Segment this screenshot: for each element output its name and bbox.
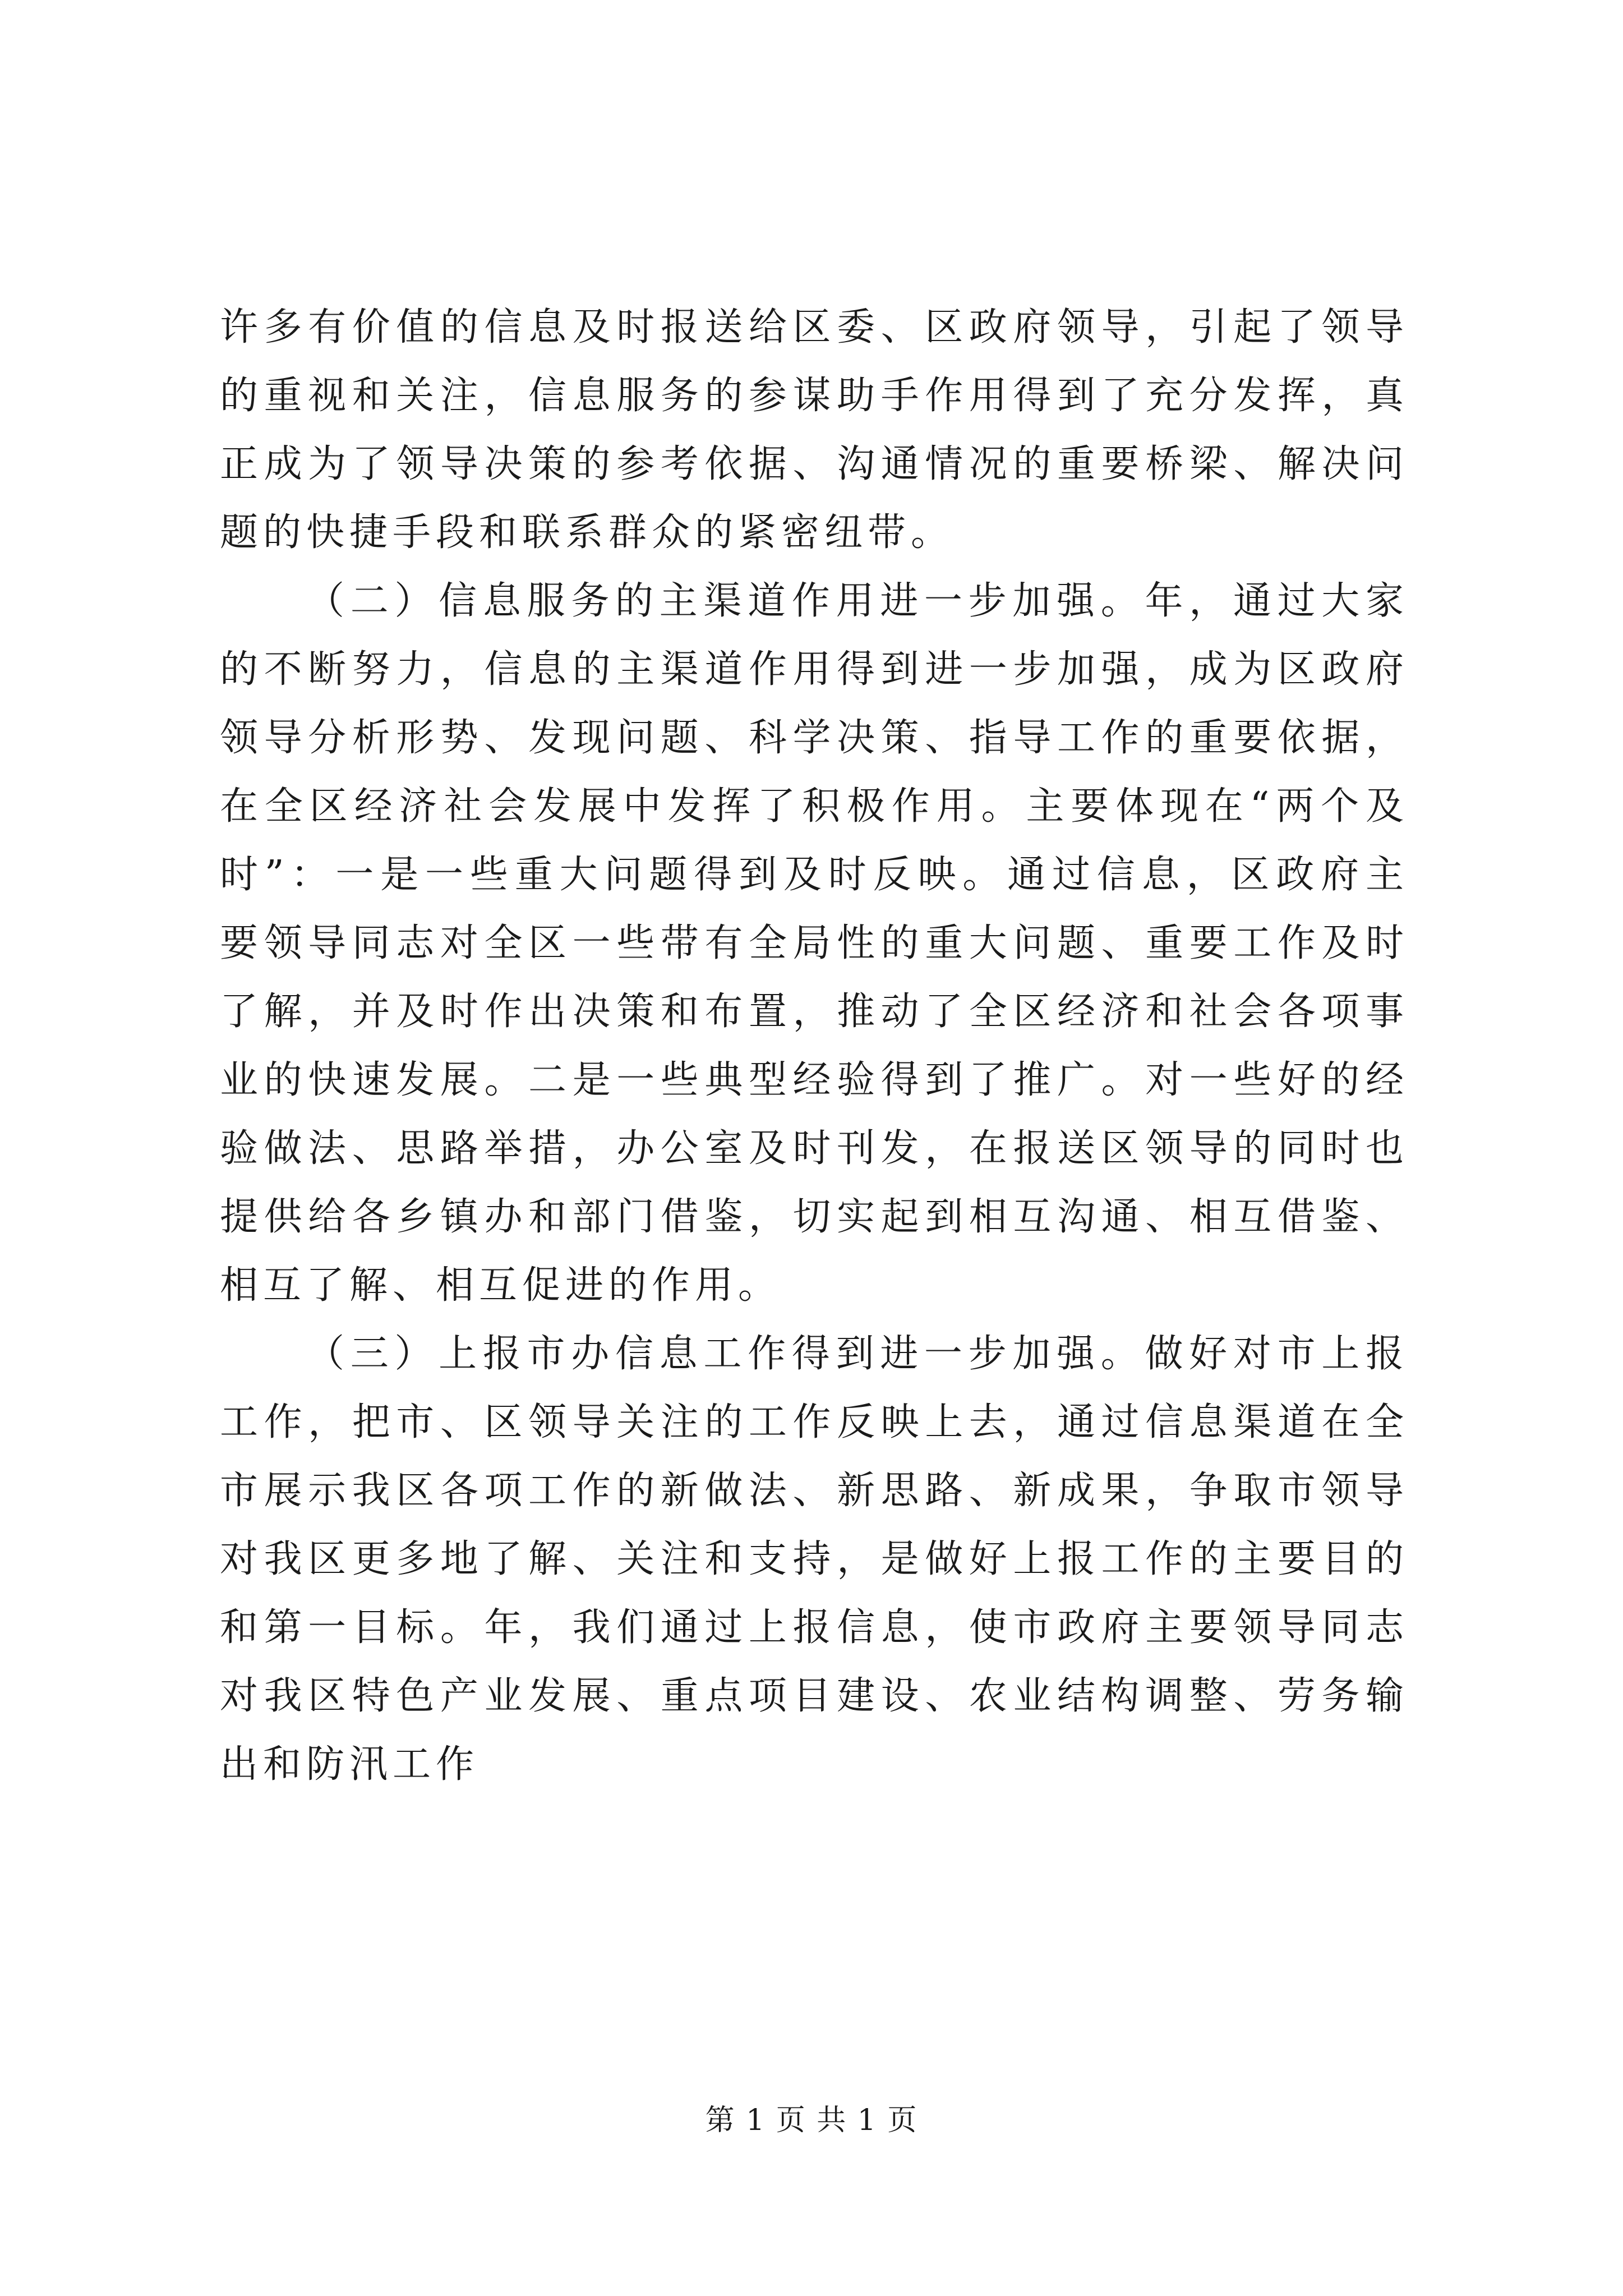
document-body (220, 293, 1409, 1799)
paragraph-1: 许多有价值的信息及时报送给区委、区政府领导，引起了领导的重视和关注，信息服务的参谋助手作用得到了充分发挥，真正成为了领导决策的参考依据、沟通情况的重要桥梁、解决问题的快捷手段和联系群众的紧密纽带。 (220, 305, 1409, 555)
page-footer: 第 1 页 共 1 页 (705, 2104, 918, 2137)
paragraph-3: （三）上报市办信息工作得到进一步加强。做好对市上报工作，把市、区领导关注的工作反映上去，通过信息渠道在全市展示我区各项工作的新做法、新思路、新成果，争取市领导对我区更多地了解、关注和支持，是做好上报工作的主要目的和第一目标。年，我们通过上报信息，使市政府主要领导同志对我区特色产业发展、重点项目建设、农业结构调整、劳务输出和防汛工作 (220, 1332, 1409, 1787)
paragraph-2: （二）信息服务的主渠道作用进一步加强。年，通过大家的不断努力，信息的主渠道作用得到进一步加强，成为区政府领导分析形势、发现问题、科学决策、指导工作的重要依据，在全区经济社会发展中发挥了积极作用。主要体现在“两个及时”：一是一些重大问题得到及时反映。通过信息，区政府主要领导同志对全区一些带有全局性的重大问题、重要工作及时了解，并及时作出决策和布置，推动了全区经济和社会各项事业的快速发展。二是一些典型经验得到了推广。对一些好的经验做法、思路举措，办公室及时刊发，在报送区领导的同时也提供给各乡镇办和部门借鉴，切实起到相互沟通、相互借鉴、相互了解、相互促进的作用。 (220, 579, 1409, 1308)
